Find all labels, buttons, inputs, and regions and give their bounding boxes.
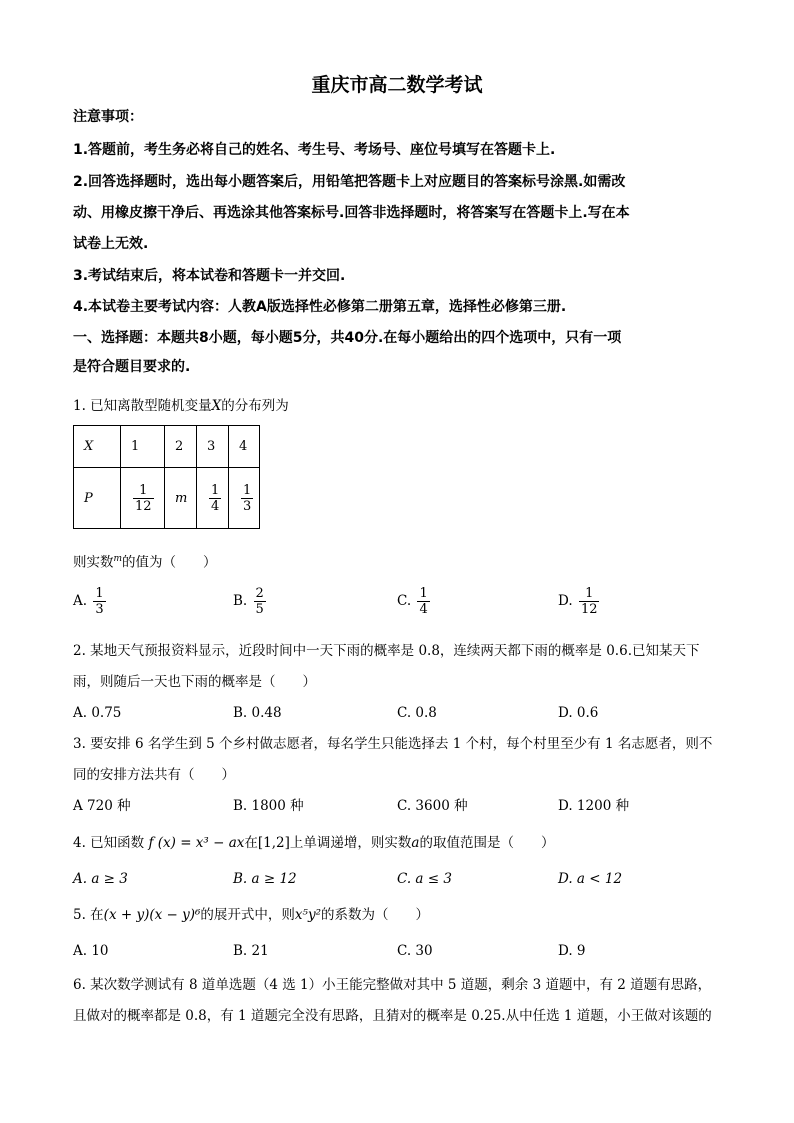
option-label: D. <box>558 593 573 609</box>
question-3-line-1: 3. 要安排 6 名学生到 5 个乡村做志愿者，每名学生只能选择去 1 个村，每个村里至少有 1 名志愿者，则不 <box>73 736 713 752</box>
question-4-text-tail: 的取值范围是（ ） <box>419 835 555 851</box>
question-1-text-tail: 的分布列为 <box>221 398 289 414</box>
question-2-option-a[interactable]: A. 0.75 <box>73 705 122 721</box>
fraction <box>241 483 253 514</box>
question-1-stem <box>73 396 289 416</box>
question-5-option-a[interactable]: A. 10 <box>73 943 109 959</box>
fraction <box>133 483 154 514</box>
question-2-line-1: 2. 某地天气预报资料显示，近段时间中一天下雨的概率是 0.8，连续两天都下雨的概率是 0.6.已知某天下 <box>73 643 700 659</box>
question-2-option-c[interactable]: C. 0.8 <box>397 705 437 721</box>
fraction-numerator: 1 <box>139 482 148 498</box>
section-heading-line-1: 一、选择题：本题共8小题，每小题5分，共40分.在每小题给出的四个选项中，只有一项 <box>73 330 622 346</box>
notice-item-1: 1.答题前，考生务必将自己的姓名、考生号、考场号、座位号填写在答题卡上. <box>73 142 556 158</box>
fraction <box>417 586 429 617</box>
notice-heading: 注意事项： <box>73 109 143 125</box>
question-5-term: x⁵y² <box>294 907 321 923</box>
question-4-text-mid: 在 <box>244 835 258 851</box>
fraction-denominator: 3 <box>243 498 252 514</box>
question-4-option-d[interactable]: D. a < 12 <box>558 871 623 887</box>
table-row <box>74 468 260 529</box>
question-3-option-c[interactable]: C. 3600 种 <box>397 798 468 814</box>
question-4-var: a <box>411 835 420 851</box>
question-1-var: X <box>211 398 222 414</box>
question-1-option-a[interactable] <box>73 586 108 617</box>
question-1-text: 1. 已知离散型随机变量 <box>73 398 212 414</box>
fraction-denominator: 3 <box>95 602 104 617</box>
notice-item-4: 4.本试卷主要考试内容：人教A版选择性必修第二册第五章，选择性必修第三册. <box>73 299 567 315</box>
fraction-numerator: 1 <box>95 586 104 601</box>
question-4-text: 4. 已知函数 <box>73 835 145 851</box>
question-2-option-b[interactable]: B. 0.48 <box>233 705 282 721</box>
fraction <box>579 586 600 617</box>
option-label: A. <box>73 593 88 609</box>
section-heading-line-2: 是符合题目要求的. <box>73 359 191 375</box>
question-3-option-b[interactable]: B. 1800 种 <box>233 798 304 814</box>
question-5-text: 5. 在 <box>73 907 104 923</box>
fraction-numerator: 1 <box>243 482 252 498</box>
question-5-option-d[interactable]: D. 9 <box>558 943 586 959</box>
notice-item-2-line-3: 试卷上无效. <box>73 236 149 252</box>
question-4-option-b[interactable]: B. a ≥ 12 <box>233 871 297 887</box>
table-cell: m <box>165 468 197 529</box>
question-6-line-2: 且做对的概率都是 0.8，有 1 道题完全没有思路，且猜对的概率是 0.25.从中任选 1 道题，小王做对该题的 <box>73 1008 712 1024</box>
option-label: C. <box>397 593 412 609</box>
question-5-option-b[interactable]: B. 21 <box>233 943 269 959</box>
table-cell: P <box>74 468 121 529</box>
fraction-denominator: 4 <box>211 498 220 514</box>
question-5-text-mid: 的展开式中，则 <box>200 907 295 923</box>
question-5-text-tail: 的系数为（ ） <box>321 907 429 923</box>
question-6-line-1: 6. 某次数学测试有 8 道单选题（4 选 1）小王能完整做对其中 5 道题，剩余 3 道题中，有 2 道题有思路， <box>73 977 712 993</box>
notice-item-2-line-2: 动、用橡皮擦干净后、再选涂其他答案标号.回答非选择题时，将答案写在答题卡上.写在本 <box>73 205 630 221</box>
question-4-stem <box>73 833 554 853</box>
distribution-table <box>73 425 260 529</box>
table-cell <box>197 468 229 529</box>
question-4-option-a[interactable]: A. a ≥ 3 <box>73 871 128 887</box>
page-title: 重庆市高二数学考试 <box>311 74 483 96</box>
question-5-option-c[interactable]: C. 30 <box>397 943 433 959</box>
question-3-option-d[interactable]: D. 1200 种 <box>558 798 630 814</box>
table-cell: X <box>74 426 121 468</box>
question-3-option-a[interactable]: A 720 种 <box>73 798 131 814</box>
question-4-option-c[interactable]: C. a ≤ 3 <box>397 871 452 887</box>
question-4-function: f (x) = x³ − ax <box>148 835 245 851</box>
fraction <box>93 586 105 617</box>
question-1-ask-text: 则实数 <box>73 554 114 571</box>
table-cell: 4 <box>229 426 260 468</box>
question-5-expression: (x + y)(x − y)⁶ <box>103 907 201 923</box>
table-row <box>74 426 260 468</box>
question-2-line-2: 雨，则随后一天也下雨的概率是（ ） <box>73 674 316 690</box>
table-cell: 2 <box>165 426 197 468</box>
fraction-numerator: 1 <box>419 586 428 601</box>
question-1-option-d[interactable] <box>558 586 601 617</box>
question-4-text-mid2: 上单调递增，则实数 <box>289 835 412 851</box>
table-cell: 3 <box>197 426 229 468</box>
fraction-denominator: 5 <box>255 602 264 617</box>
fraction-numerator: 1 <box>585 586 594 601</box>
question-2-option-d[interactable]: D. 0.6 <box>558 705 599 721</box>
fraction-numerator: 2 <box>255 586 264 601</box>
question-1-ask-tail: 的值为（ ） <box>122 554 217 571</box>
fraction-denominator: 12 <box>580 602 598 617</box>
question-1-option-c[interactable] <box>397 586 432 617</box>
question-1-option-b[interactable] <box>233 586 268 617</box>
table-cell <box>229 468 260 529</box>
fraction <box>209 483 221 514</box>
question-5-stem <box>73 905 429 925</box>
question-3-line-2: 同的安排方法共有（ ） <box>73 767 235 783</box>
fraction-numerator: 1 <box>211 482 220 498</box>
table-cell: 1 <box>121 426 165 468</box>
fraction-denominator: 4 <box>419 602 428 617</box>
notice-item-2-line-1: 2.回答选择题时，选出每小题答案后，用铅笔把答题卡上对应题目的答案标号涂黑.如需改 <box>73 174 626 190</box>
table-cell <box>121 468 165 529</box>
question-4-interval: [1,2] <box>257 835 290 851</box>
question-1-ask <box>73 549 217 573</box>
fraction-denominator: 12 <box>135 498 152 514</box>
notice-item-3: 3.考试结束后，将本试卷和答题卡一并交回. <box>73 268 346 284</box>
option-label: B. <box>233 593 248 609</box>
question-1-ask-var: m <box>113 554 123 564</box>
fraction <box>254 586 266 617</box>
